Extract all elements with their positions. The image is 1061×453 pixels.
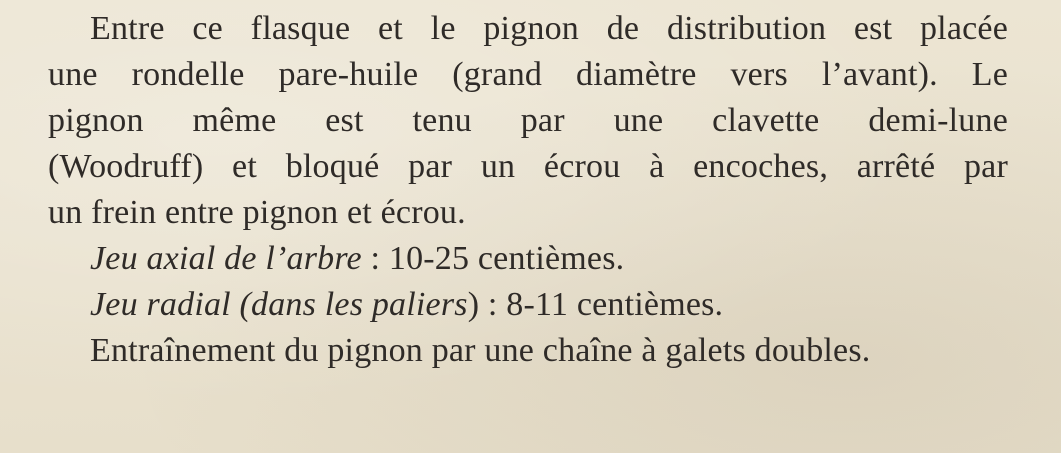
closing-line: Entraînement du pignon par une chaîne à galets doubles. [90, 332, 871, 369]
spec-axial-label: Jeu axial de l’arbre [90, 240, 362, 277]
spec-radial-label-start: Jeu radial ( [90, 286, 252, 323]
spec-radial-label-paren: dans les paliers [251, 286, 468, 323]
paragraph-line-1: Entre ce flasque et le pignon de distribution est placée [90, 10, 1008, 47]
paragraph-line-3: pignon même est tenu par une clavette demi-lune [48, 102, 1008, 139]
spec-radial-play [90, 282, 723, 328]
spec-axial-value: : 10-25 centièmes. [361, 240, 625, 277]
paragraph-line-4: (Woodruff) et bloqué par un écrou à encoches, arrêté par [48, 148, 1008, 185]
paragraph-line-2: une rondelle pare-huile (grand diamètre vers l’avant). Le [48, 56, 1008, 93]
spec-radial-label-end: ) [467, 286, 480, 323]
spec-radial-value: : 8-11 centièmes. [479, 286, 724, 323]
spec-axial-play [90, 236, 624, 282]
paragraph-line-5: un frein entre pignon et écrou. [48, 194, 466, 231]
